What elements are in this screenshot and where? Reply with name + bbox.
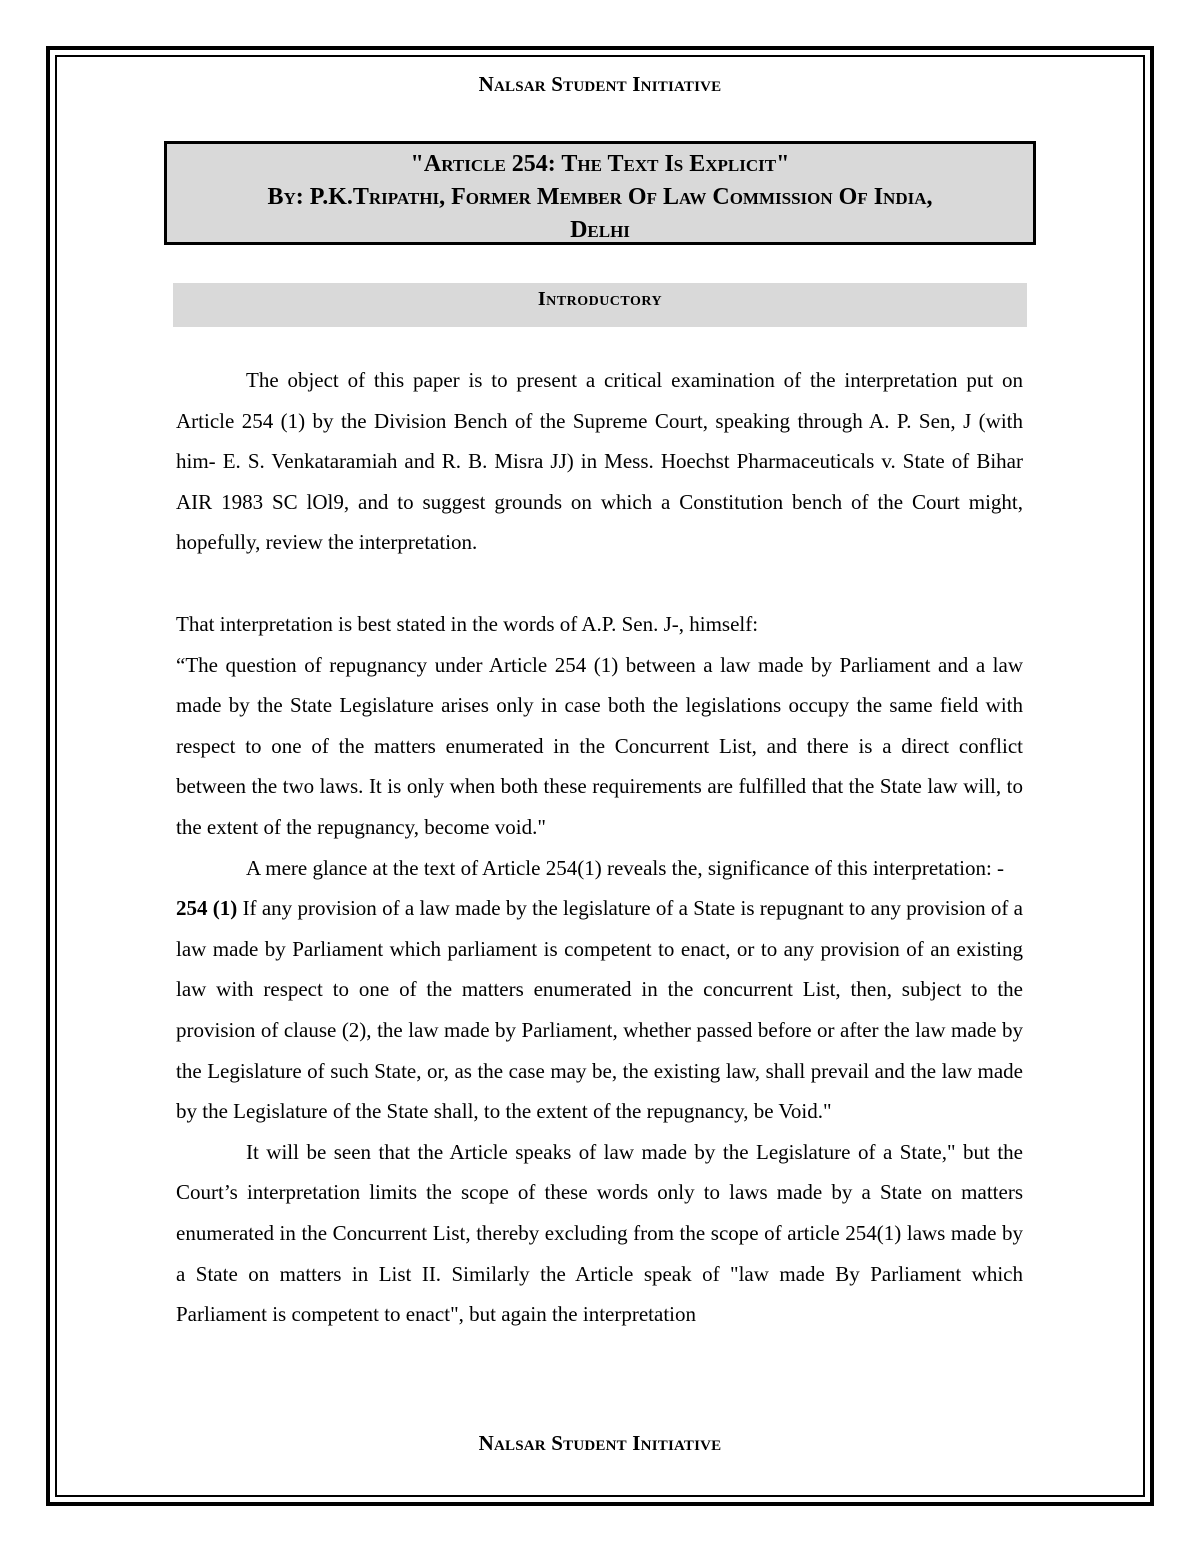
paragraph-1: The object of this paper is to present a critical examination of the interpretation put on Article 254 (1) by the Division Bench of the Supreme Court, speaking through A. P. Sen, J (with him- E. S. Venkataramiah and R. B. Misra JJ) in Mess. Hoechst Pharmaceuticals v. State of Bihar AIR 1983 SC lOl9, and to suggest grounds on which a Constitution bench of the Court might, hopefully, review the interpretation. [176, 368, 1023, 555]
paragraph-4: It will be seen that the Article speaks of law made by the Legislature of a State," but the Court’s interpretation limits the scope of these words only to laws made by a State on matters enumerated in the Concurrent List, thereby excluding from the scope of article 254(1) laws made by a State on matters in List II. Similarly the Article speak of "law made By Parliament which Parliament is competent to enact", but again the interpretation [176, 1139, 1023, 1327]
title-line-2: By: P.K.Tripathi, Former Member Of Law Commission Of India, [267, 184, 933, 210]
section-heading [173, 283, 1027, 327]
header-title: Nalsar Student Initiative [478, 72, 722, 96]
article-label: 254 (1) [176, 896, 238, 921]
intro-block [176, 360, 1023, 563]
article-text-paragraph [176, 888, 1023, 1132]
page-footer [0, 1431, 1200, 1456]
quote-paragraph: “The question of repugnancy under Article 254 (1) between a law made by Parliament and a law made by the State Legislature arises only in case both the legislations occupy the same field with respect to one of the matters enumerated in the Concurrent List, and there is a direct conflict between the two laws. It is only when both these requirements are fulfilled that the State law will, to the extent of the repugnancy, become void." [176, 652, 1023, 839]
footer-title: Nalsar Student Initiative [478, 1431, 722, 1455]
title-line-3: Delhi [570, 217, 630, 243]
page-header [0, 72, 1200, 97]
article-text: If any provision of a law made by the legislature of a State is repugnant to any provision of a law made by Parliament which parliament is competent to enact, or to any provision of an existing law with respect to one of the matters enumerated in the concurrent List, then, subject to the provision of clause (2), the law made by Parliament, whether passed before or after the law made by the Legislature of such State, or, as the case may be, the existing law, shall prevail and the law made by the Legislature of the State shall, to the extent of the repugnancy, be Void." [176, 896, 1023, 1124]
title-box [164, 141, 1036, 245]
paragraph-2: That interpretation is best stated in the words of A.P. Sen. J-, himself: [176, 612, 759, 636]
body-block [176, 604, 1023, 1335]
title-line-1: "Article 254: The Text Is Explicit" [410, 151, 790, 177]
section-heading-text: Introductory [537, 288, 663, 310]
paragraph-3: A mere glance at the text of Article 254(1) reveals the, significance of this interpretation: - [246, 855, 1005, 880]
